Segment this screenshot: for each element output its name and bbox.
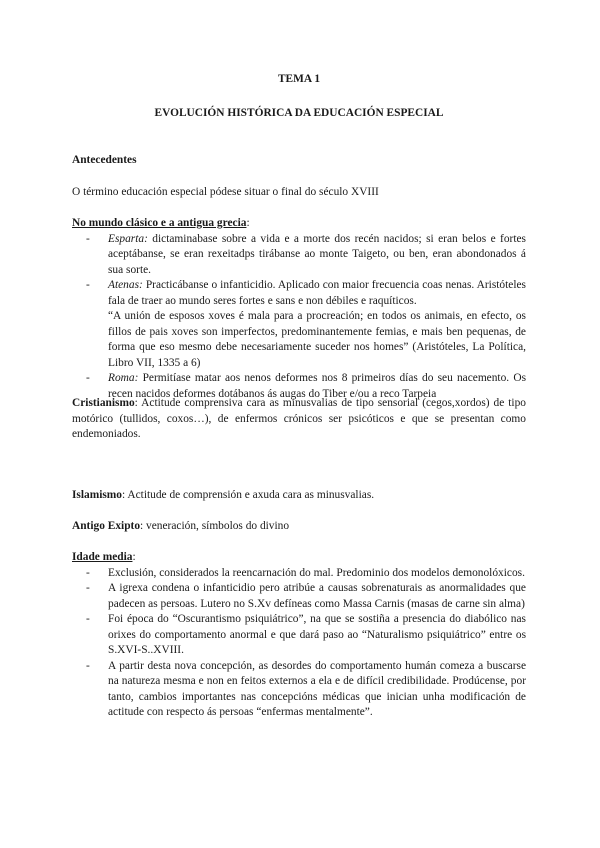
heading-islamismo: Islamismo: [72, 489, 122, 501]
list-item: - A igrexa condena o infanticidio pero atribúe a causas sobrenaturais as anormalidades que padecen as persoas. Lutero no S.Xv defíneas como Massa Carnis (masas de carne sin alma): [72, 581, 526, 612]
section-cristianismo: [72, 396, 526, 443]
list-item: - Exclusión, considerados la reencarnación do mal. Predominio dos modelos demonolóxicos.: [72, 566, 526, 582]
list-item-atenas: [72, 278, 526, 371]
heading-suffix: :: [132, 551, 136, 563]
idade-media-list: [72, 566, 526, 721]
list-item: - A partir desta nova concepción, as desordes do comportamento humán comeza a buscarse na natureza mesma e non en feitos externos a ela e de difícil credibilidade. Prodúcense, por tanto, cambios importantes nas concepcións médicas que inician unha modificación de actitude con respecto ás persoas “enfermas mentalmente”.: [72, 659, 526, 721]
section-islamismo: [72, 488, 526, 504]
heading-idade-media-wrap: [72, 550, 526, 566]
item-text: Practicábanse o infanticidio. Aplicado con maior frecuencia coas nenas. Aristóteles fala de traer ao mundo seres fortes e sans e non débiles e raquíticos.: [108, 279, 526, 307]
item-text: Permitíase matar aos nenos deformes nos 8 primeiros días do seu nacemento. Os recen nacidos deformes dotábanos ás augas do Tiber e/ou a reco Tarpeia: [108, 372, 526, 400]
list-item: - Foi época do “Oscurantismo psiquiátrico”, na que se sostiña a presencia do diabólico nas orixes do comportamento anormal e que dará paso ao “Naturalismo psiquiátrico” entre os S.XVI-S..XVIII.: [72, 612, 526, 659]
item-label: Roma:: [108, 372, 139, 384]
heading-antecedentes: Antecedentes: [72, 154, 137, 166]
heading-mundo-clasico: No mundo clásico e a antigua grecia: [72, 217, 247, 229]
section-antecedentes: [72, 153, 526, 169]
heading-idade-media: Idade media: [72, 551, 133, 563]
paragraph-islamismo: : Actitude de comprensión e axuda cara as minusvalias.: [122, 489, 375, 501]
section-antigo-exipto: [72, 519, 526, 535]
section-idade-media: [72, 550, 526, 721]
document-title: TEMA 1: [277, 73, 321, 85]
heading-cristianismo: Cristianismo: [72, 397, 135, 409]
heading-antigo-exipto: Antigo Exipto: [72, 520, 141, 532]
aristoteles-quote: “A unión de esposos xoves é mala para a procreación; en todos os animais, en efecto, os fillos de pais xoves son imperfectos, predominantemente femias, e mais ben pequenas, de forma que eso mesmo debe necesariamente suceder nos homes” (Aristóteles, La Política, Libro VII, 1335 a 6): [108, 310, 526, 369]
heading-mundo-clasico-wrap: [72, 216, 526, 232]
item-label: Atenas:: [108, 279, 143, 291]
paragraph-cristianismo: : Actitude comprensiva cara as minusvalias de tipo sensorial (cegos,xordos) de tipo motórico (tullidos, coxos…), de enfermos crónicos ser psicóticos e que se presentan como endemoniados.: [72, 397, 526, 440]
heading-suffix: :: [246, 217, 250, 229]
mundo-clasico-list: [72, 232, 526, 403]
item-label: Esparta:: [108, 232, 148, 245]
section-mundo-clasico: [72, 216, 526, 402]
item-text: dictaminabase sobre a vida e a morte dos recén nacidos; si eran belos e fortes aceptábanse, se eran rexeitadps tirábanse ao monte Taigeto, ou ben, eran abondonados á sua sorte.: [108, 232, 526, 276]
paragraph-antecedentes: O término educación especial pódese situar o final do século XVIII: [72, 186, 379, 198]
paragraph-antigo-exipto: : veneración, símbolos do divino: [140, 520, 290, 532]
document-subtitle: EVOLUCIÓN HISTÓRICA DA EDUCACIÓN ESPECIAL: [154, 107, 444, 119]
list-item-esparta: [72, 232, 526, 279]
